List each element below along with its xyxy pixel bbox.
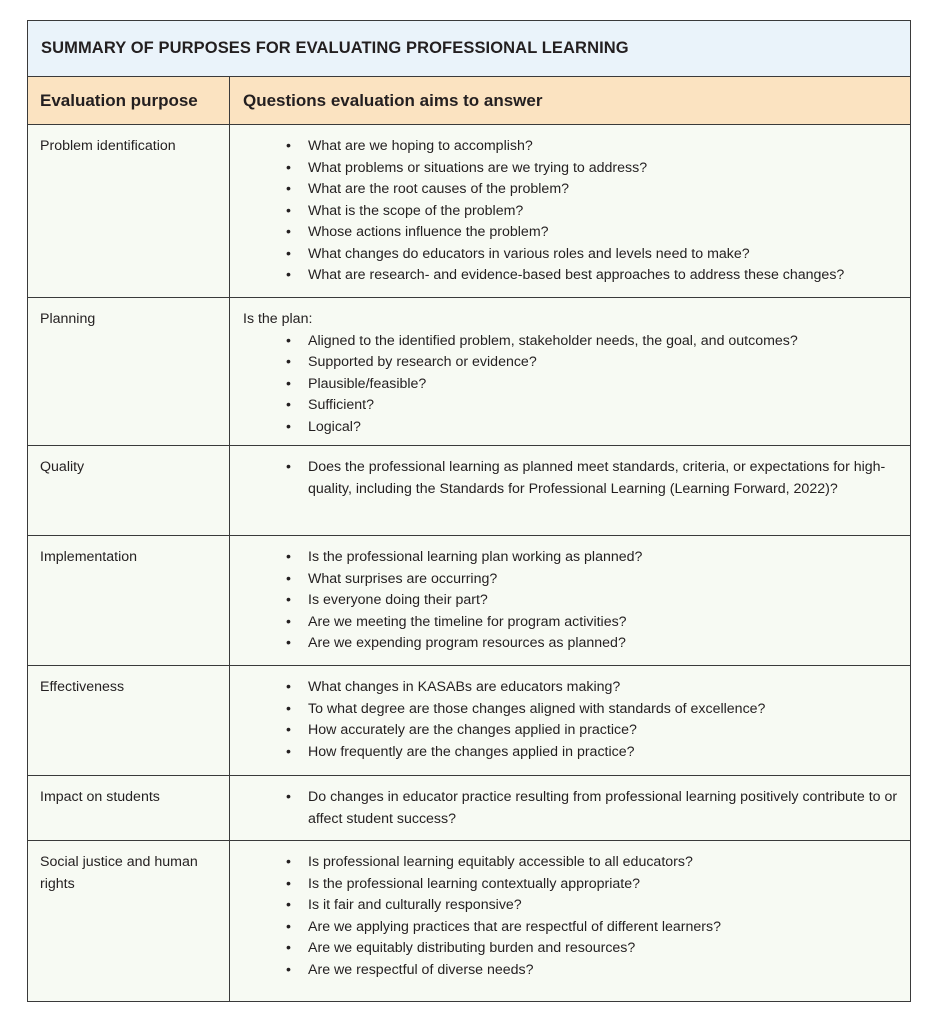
list-item: • What are we hoping to accomplish? <box>243 136 898 158</box>
bullet-icon: • <box>286 570 291 587</box>
questions-cell <box>230 298 910 445</box>
list-item: • What surprises are occurring? <box>243 569 898 591</box>
bullet-icon: • <box>286 245 291 262</box>
bullet-icon: • <box>286 332 291 349</box>
question-list <box>243 677 898 763</box>
table-row <box>28 776 910 841</box>
bullet-icon: • <box>286 743 291 760</box>
list-item: • What is the scope of the problem? <box>243 201 898 223</box>
bullet-icon: • <box>286 722 291 738</box>
questions-cell <box>230 666 910 775</box>
header-evaluation-purpose: Evaluation purpose <box>28 77 230 124</box>
table-row <box>28 666 910 776</box>
purpose-cell: Effectiveness <box>28 666 230 775</box>
bullet-icon: • <box>286 940 291 956</box>
list-item: • What changes do educators in various roles and levels need to make? <box>243 244 898 266</box>
table-row <box>28 125 910 298</box>
bullet-icon: • <box>286 354 291 370</box>
list-item: • Aligned to the identified problem, stakeholder needs, the goal, and outcomes? <box>243 331 898 353</box>
list-item: • Is the professional learning contextually appropriate? <box>243 874 898 896</box>
list-item: • Logical? <box>243 417 898 439</box>
list-item: • What are the root causes of the problem? <box>243 179 898 201</box>
bullet-icon: • <box>286 202 291 219</box>
bullet-icon: • <box>286 459 291 475</box>
bullet-icon: • <box>286 418 291 435</box>
list-item: • Whose actions influence the problem? <box>243 222 898 244</box>
question-list <box>243 331 898 439</box>
list-item: • Does the professional learning as planned meet standards, criteria, or expectations for high-quality, including the Standards for Professional Learning (Learning Forward, 2022)? <box>286 459 886 497</box>
bullet-icon: • <box>286 897 291 913</box>
bullet-icon: • <box>286 159 291 176</box>
questions-cell <box>230 841 910 1001</box>
list-item: • Are we respectful of diverse needs? <box>243 960 898 982</box>
list-item: • Is the professional learning plan working as planned? <box>243 547 898 569</box>
list-item: • Are we expending program resources as planned? <box>243 633 898 655</box>
list-item: • Is it fair and culturally responsive? <box>243 895 898 917</box>
list-item: • Sufficient? <box>243 395 898 417</box>
table-row <box>28 536 910 666</box>
table-row <box>28 841 910 1001</box>
purpose-cell: Implementation <box>28 536 230 665</box>
question-list <box>243 547 898 655</box>
questions-cell <box>230 776 910 840</box>
bullet-icon: • <box>286 854 291 870</box>
questions-cell <box>230 536 910 665</box>
list-item: • Do changes in educator practice resulting from professional learning positively contribute to or affect student success? <box>286 789 898 827</box>
bullet-icon: • <box>286 700 291 717</box>
table-row <box>28 298 910 446</box>
bullet-icon: • <box>286 635 291 651</box>
list-item: • What problems or situations are we trying to address? <box>243 158 898 180</box>
questions-cell <box>230 446 910 535</box>
bullet-icon: • <box>286 267 291 283</box>
purpose-cell: Problem identification <box>28 125 230 297</box>
list-item: • How frequently are the changes applied in practice? <box>243 742 898 764</box>
list-item: • Are we equitably distributing burden and resources? <box>243 938 898 960</box>
purpose-cell: Social justice and human rights <box>28 841 230 1001</box>
bullet-icon: • <box>286 613 291 630</box>
list-item: • What are research- and evidence-based best approaches to address these changes? <box>243 265 898 287</box>
bullet-icon: • <box>286 592 291 608</box>
list-item: • Are we meeting the timeline for program activities? <box>243 612 898 634</box>
list-item: • Supported by research or evidence? <box>243 352 898 374</box>
bullet-icon: • <box>286 961 291 978</box>
question-list <box>243 136 898 287</box>
question-list <box>243 852 898 981</box>
bullet-icon: • <box>286 875 291 892</box>
bullet-icon: • <box>286 918 291 935</box>
list-item: • How accurately are the changes applied in practice? <box>243 720 898 742</box>
bullet-icon: • <box>286 375 291 392</box>
bullet-icon: • <box>286 789 291 805</box>
header-questions: Questions evaluation aims to answer <box>243 90 543 110</box>
bullet-icon: • <box>286 181 291 197</box>
list-item: • Is everyone doing their part? <box>243 590 898 612</box>
intro-text: Is the plan: <box>243 311 313 327</box>
table-header-row <box>28 77 910 125</box>
list-item: • Is professional learning equitably accessible to all educators? <box>243 852 898 874</box>
list-item: • To what degree are those changes aligned with standards of excellence? <box>243 699 898 721</box>
list-item: • Plausible/feasible? <box>243 374 898 396</box>
bullet-icon: • <box>286 549 291 565</box>
summary-table <box>27 20 911 1002</box>
list-item: • Are we applying practices that are respectful of different learners? <box>243 917 898 939</box>
bullet-icon: • <box>286 138 291 154</box>
table-title: SUMMARY OF PURPOSES FOR EVALUATING PROFESSIONAL LEARNING <box>28 21 910 77</box>
question-list <box>243 457 898 500</box>
purpose-cell: Quality <box>28 446 230 535</box>
purpose-cell: Planning <box>28 298 230 445</box>
list-item: • What changes in KASABs are educators making? <box>243 677 898 699</box>
bullet-icon: • <box>286 224 291 240</box>
bullet-icon: • <box>286 679 291 695</box>
question-list <box>243 787 898 830</box>
table-row <box>28 446 910 536</box>
bullet-icon: • <box>286 397 291 413</box>
questions-cell <box>230 125 910 297</box>
purpose-cell: Impact on students <box>28 776 230 840</box>
